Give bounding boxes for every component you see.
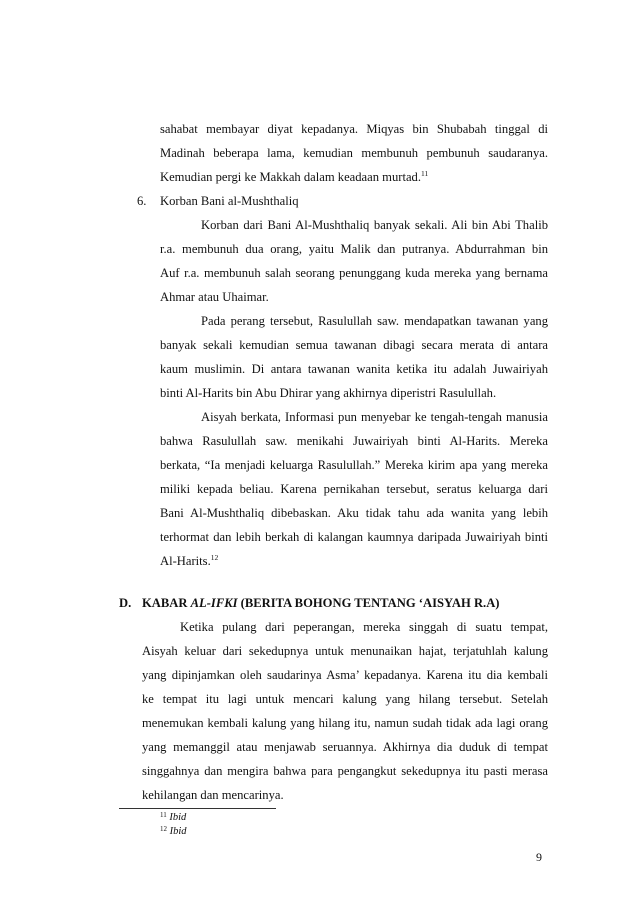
footnote-ref: 12 xyxy=(210,553,219,562)
body-line: Korban dari Bani Al-Mushthaliq banyak sekali. Ali bin Abi Thalib xyxy=(201,218,548,232)
body-line-last: Ahmar atau Uhaimar. xyxy=(160,290,269,304)
body-line-last: Kemudian pergi ke Makkah dalam keadaan murtad.$^{11}$ xyxy=(160,169,429,184)
footnote: $^{12}$ Ibid xyxy=(160,825,187,837)
body-line: Auf r.a. membunuh salah seorang penunggang kuda mereka yang bernama xyxy=(160,266,548,280)
page-number: 9 xyxy=(536,850,542,864)
body-line: menemukan kembali kalung yang hilang itu, namun sudah tidak ada lagi orang xyxy=(142,716,548,730)
body-line: Pada perang tersebut, Rasulullah saw. mendapatkan tawanan yang xyxy=(201,314,548,328)
body-line: singgahnya dan mengira bahwa para pengangkut sekedupnya itu pasti merasa xyxy=(142,764,548,778)
body-line: Aisyah keluar dari sekedupnya untuk menunaikan hajat, terjatuhlah kalung xyxy=(142,644,548,658)
section-heading: KABAR AL-IFKI (BERITA BOHONG TENTANG ‘AISYAH R.A) xyxy=(142,596,500,610)
body-line: terhormat dan lebih berkah di kalangan kaumnya daripada Juwairiyah binti xyxy=(160,530,548,544)
body-line: yang memanggil atau menjawab seruannya. Akhirnya dia duduk di tempat xyxy=(142,740,548,754)
footnote-rule xyxy=(119,808,276,809)
list-number: 6. xyxy=(137,194,147,208)
body-line: miliki kepada beliau. Karena pernikahan tersebut, seratus keluarga dari xyxy=(160,482,548,496)
body-line-last: Al-Harits.$^{12}$ xyxy=(160,553,219,568)
section-number: D. xyxy=(119,596,132,610)
body-line: banyak sekali kemudian semua tawanan dibagi secara merata di antara xyxy=(160,338,548,352)
body-line: r.a. membunuh dua orang, yaitu Malik dan putranya. Abdurrahman bin xyxy=(160,242,548,256)
body-line: Bani Al-Mushthaliq dibebaskan. Aku tidak tahu ada wanita yang lebih xyxy=(160,506,548,520)
body-line-last: binti Al-Harits bin Abu Dhirar yang akhirnya diperistri Rasulullah. xyxy=(160,386,497,400)
body-line: sahabat membayar diyat kepadanya. Miqyas bin Shubabah tinggal di xyxy=(160,122,548,136)
body-line: bahwa Rasulullah saw. menikahi Juwairiyah binti Al-Harits. Mereka xyxy=(160,434,548,448)
footnote-ref: 11 xyxy=(421,169,429,178)
list-heading: Korban Bani al-Mushthaliq xyxy=(160,194,299,208)
body-line: yang dipinjamkan oleh saudarinya Asma’ kepadanya. Karena itu dia kembali xyxy=(142,668,548,682)
body-line-last: kehilangan dan mencarinya. xyxy=(142,788,284,802)
body-line: ke tempat itu lagi untuk mencari kalung yang hilang tersebut. Setelah xyxy=(142,692,548,706)
footnote: $^{11}$ Ibid xyxy=(160,811,187,823)
body-line: Ketika pulang dari peperangan, mereka singgah di suatu tempat, xyxy=(180,620,548,634)
body-line: Aisyah berkata, Informasi pun menyebar ke tengah-tengah manusia xyxy=(201,410,548,424)
body-line: kaum muslimin. Di antara tawanan wanita ketika itu adalah Juwairiyah xyxy=(160,362,548,376)
body-line: berkata, “Ia menjadi keluarga Rasulullah.” Mereka kirim apa yang mereka xyxy=(160,458,548,472)
body-line: Madinah beberapa lama, kemudian membunuh pembunuh saudaranya. xyxy=(160,146,548,160)
